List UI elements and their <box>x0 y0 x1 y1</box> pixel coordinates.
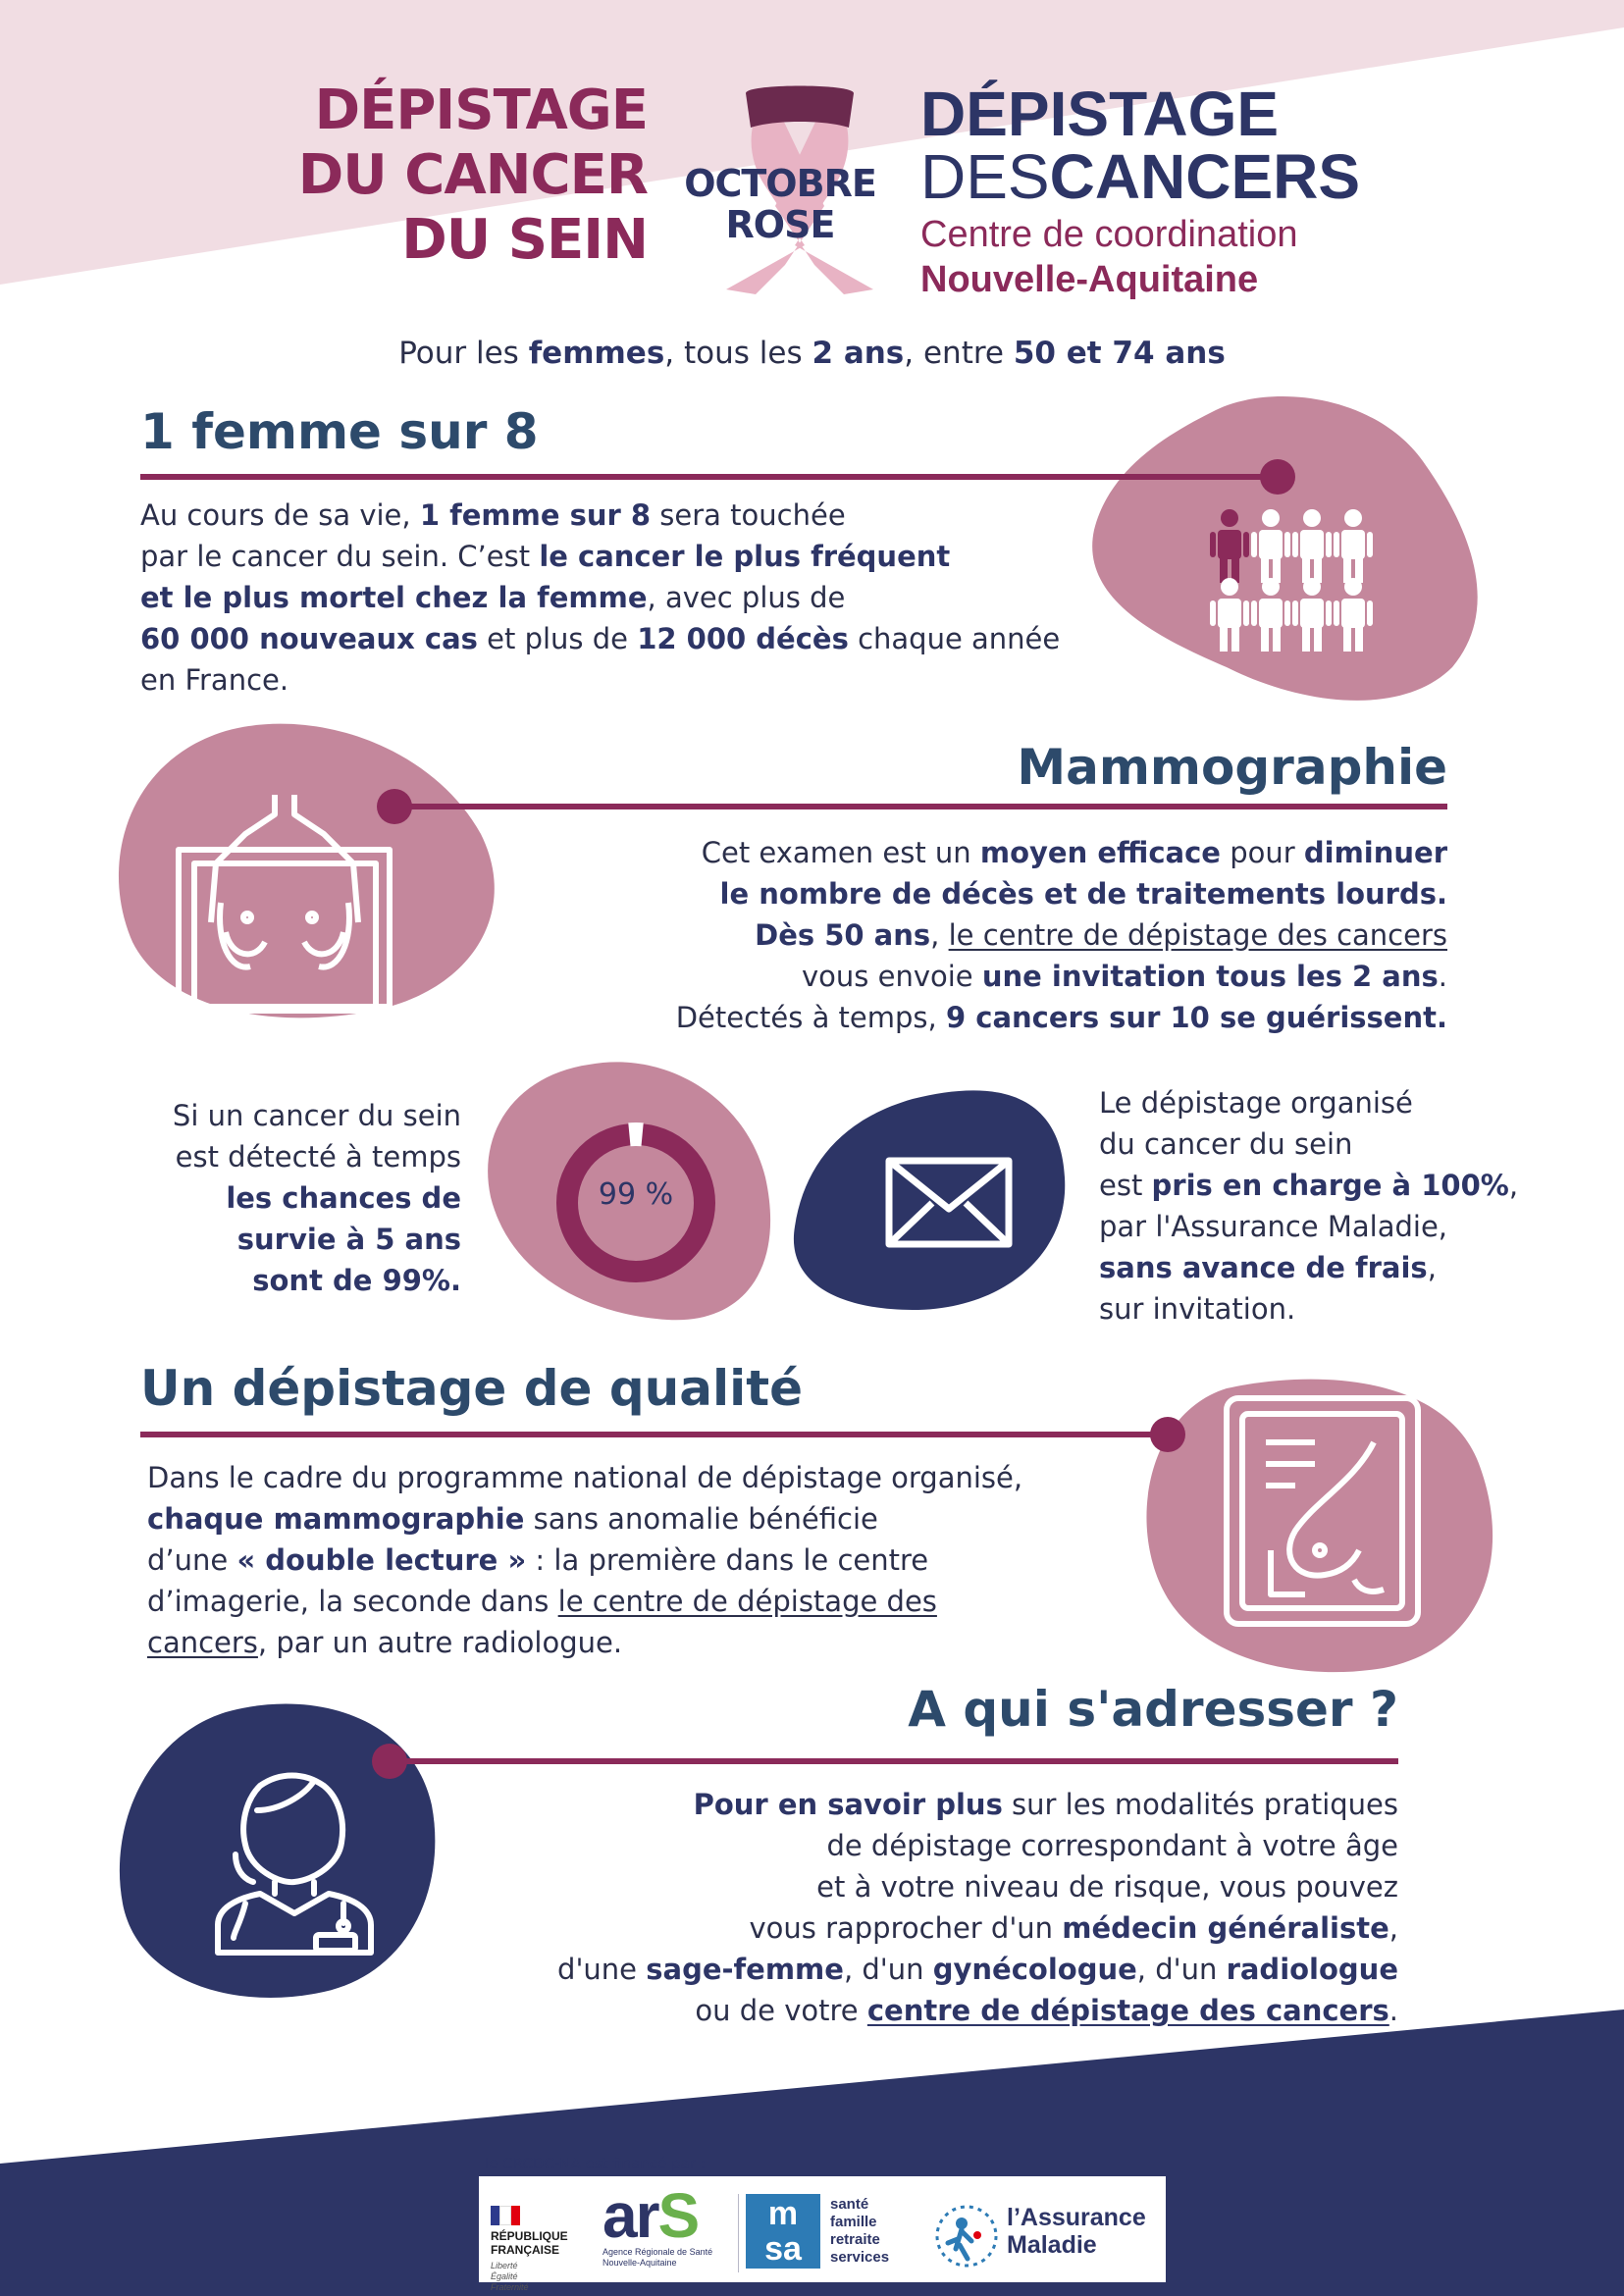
section4-text <box>471 1784 1398 2031</box>
text-run: : la première dans le centre <box>526 1543 929 1577</box>
text-line <box>140 577 1122 618</box>
text-line <box>471 1949 1398 1990</box>
text-run: , <box>930 918 949 952</box>
text-run: d’une <box>147 1543 237 1577</box>
text-run: Au cours de sa vie, <box>140 498 420 532</box>
blob-envelope <box>794 1090 1065 1310</box>
text-run: est détecté à temps <box>175 1140 461 1174</box>
text-line <box>1099 1206 1609 1247</box>
motto-line: Fraternité <box>491 2282 529 2292</box>
assurance-maladie-text <box>1007 2204 1146 2259</box>
bold-run: radiologue <box>1226 1953 1398 1986</box>
bold-run: médecin généraliste <box>1062 1911 1389 1945</box>
text-run: de dépistage correspondant à votre âge <box>826 1829 1398 1862</box>
text-line <box>98 1136 461 1177</box>
text-run: d'une <box>557 1953 647 1986</box>
text-line <box>550 956 1447 997</box>
section3-heading: Un dépistage de qualité <box>140 1360 804 1417</box>
text-run: ou de votre <box>695 1994 867 2027</box>
text-line <box>147 1581 1138 1622</box>
title-line: DU CANCER <box>297 143 648 207</box>
brand-line: DÉPISTAGE <box>920 78 1280 149</box>
link-run[interactable]: le centre de dépistage des cancers <box>948 918 1447 952</box>
blob-mammo <box>119 724 495 1018</box>
text-line <box>140 495 1122 536</box>
bold-run: pris en charge à 100% <box>1151 1169 1509 1202</box>
text-line <box>471 1990 1398 2031</box>
text-line <box>550 873 1447 914</box>
msa-text-line: services <box>830 2249 890 2266</box>
text-line <box>140 618 1122 659</box>
text-run: pour <box>1220 836 1304 869</box>
bold-link-run[interactable]: centre de dépistage des cancers <box>866 1994 1389 2027</box>
french-flag-icon <box>491 2206 520 2225</box>
text-line <box>1099 1288 1609 1330</box>
ribbon-text-line: ROSE <box>725 203 835 246</box>
bold-run: le cancer le plus fréquent <box>539 540 951 573</box>
coverage-text <box>1099 1082 1609 1330</box>
text-line <box>147 1539 1138 1581</box>
target-audience <box>0 336 1624 371</box>
msa-text-line: santé <box>830 2196 869 2213</box>
survival-text <box>98 1095 461 1301</box>
bold-run: moyen efficace <box>979 836 1221 869</box>
am-line: l’Assurance <box>1007 2204 1146 2231</box>
ars-logo <box>602 2180 730 2269</box>
bold-run: Dès 50 ans <box>755 918 931 952</box>
section4-heading: A qui s'adresser ? <box>908 1681 1398 1738</box>
bold-run: survie à 5 ans <box>236 1223 461 1256</box>
brand-logo <box>920 78 1431 302</box>
brand-cancers: CANCERS <box>1049 141 1361 212</box>
text-line <box>471 1866 1398 1907</box>
text-run: . <box>1438 960 1447 993</box>
sub-bold: 50 et 74 ans <box>1013 336 1226 371</box>
rf-line: RÉPUBLIQUE <box>491 2229 568 2243</box>
text-line <box>98 1177 461 1219</box>
msa-mark <box>746 2194 820 2269</box>
title-line: DU SEIN <box>401 208 648 272</box>
ribbon-text-line: OCTOBRE <box>684 162 876 205</box>
bold-run: et le plus mortel chez la femme <box>140 581 648 614</box>
bold-run: sage-femme <box>646 1953 844 1986</box>
title-line: DÉPISTAGE <box>314 78 648 142</box>
text-line <box>1099 1247 1609 1288</box>
am-line: Maladie <box>1007 2231 1097 2259</box>
text-run: , <box>1508 1169 1519 1202</box>
text-run: vous rapprocher d'un <box>749 1911 1063 1945</box>
text-line <box>98 1095 461 1136</box>
text-run: d’imagerie, la seconde dans <box>147 1585 558 1618</box>
text-run: chaque année <box>848 622 1061 655</box>
section1-text <box>140 495 1122 701</box>
logo-divider <box>738 2194 739 2272</box>
text-line <box>550 914 1447 956</box>
assurance-maladie-logo <box>932 2202 1168 2270</box>
text-line <box>147 1622 1138 1663</box>
assurance-maladie-icon <box>932 2202 1001 2270</box>
text-run: vous envoie <box>802 960 982 993</box>
bold-run: sont de 99%. <box>252 1264 461 1297</box>
text-run: du cancer du sein <box>1099 1127 1353 1161</box>
text-run: , <box>1388 1911 1398 1945</box>
sub-text: , tous les <box>664 336 812 371</box>
text-run: et plus de <box>477 622 638 655</box>
text-line <box>140 659 1122 701</box>
bold-run: gynécologue <box>932 1953 1137 1986</box>
text-run: par le cancer du sein. C’est <box>140 540 540 573</box>
text-run: sera touchée <box>651 498 846 532</box>
motto-line: Égalité <box>491 2271 518 2281</box>
bold-run: sans avance de frais <box>1099 1251 1428 1284</box>
text-run: Détectés à temps, <box>675 1001 946 1034</box>
text-run: sans anomalie bénéficie <box>524 1502 878 1536</box>
text-line <box>147 1457 1138 1498</box>
text-run: Si un cancer du sein <box>172 1099 461 1132</box>
ars-word-b: S <box>657 2180 699 2251</box>
text-run: Dans le cadre du programme national de dépistage organisé, <box>147 1461 1023 1494</box>
text-line <box>550 832 1447 873</box>
sub-text: Pour les <box>398 336 529 371</box>
text-run: sur invitation. <box>1099 1292 1296 1326</box>
msa-text <box>830 2196 889 2267</box>
text-run: , <box>1427 1251 1437 1284</box>
text-run: , d'un <box>843 1953 933 1986</box>
bold-run: 1 femme sur 8 <box>419 498 652 532</box>
funded-by-label: le CRCDC-NA est financé par : <box>485 2155 706 2172</box>
section3-dot <box>1150 1417 1185 1452</box>
octobre-rose-label <box>673 163 887 245</box>
page-title <box>196 78 648 273</box>
text-run: , par un autre radiologue. <box>257 1626 623 1659</box>
ars-sub: Nouvelle-Aquitaine <box>602 2258 677 2268</box>
motto-line: Liberté <box>491 2261 518 2270</box>
section1-dot <box>1260 459 1295 495</box>
msa-text-line: retraite <box>830 2231 880 2248</box>
text-line <box>1099 1123 1609 1165</box>
ars-word <box>602 2180 730 2251</box>
brand-line: Centre de coordination <box>920 214 1298 255</box>
link-run[interactable]: cancers <box>147 1626 258 1659</box>
text-line <box>471 1784 1398 1825</box>
bold-run: les chances de <box>226 1181 461 1215</box>
text-run: Cet examen est un <box>701 836 980 869</box>
text-line <box>1099 1165 1609 1206</box>
text-run: , d'un <box>1136 1953 1227 1986</box>
ars-sub: Agence Régionale de Santé <box>602 2247 713 2257</box>
sub-bold: 2 ans <box>812 336 905 371</box>
text-line <box>550 997 1447 1038</box>
text-run: , avec plus de <box>647 581 846 614</box>
bold-run: 60 000 nouveaux cas <box>140 622 478 655</box>
section4-dot <box>372 1744 407 1779</box>
text-line <box>98 1260 461 1301</box>
bold-run: « double lecture » <box>236 1543 527 1577</box>
bold-run: une invitation tous les 2 ans <box>981 960 1439 993</box>
msa-mark-line: m <box>767 2195 799 2232</box>
bold-run: Pour en savoir plus <box>693 1788 1003 1821</box>
text-run: est <box>1099 1169 1152 1202</box>
bold-run: le nombre de décès et de traitements lourds. <box>719 877 1447 911</box>
bold-run: chaque mammographie <box>147 1502 525 1536</box>
text-run: Le dépistage organisé <box>1099 1086 1413 1120</box>
msa-mark-line: sa <box>764 2230 802 2268</box>
rf-line: FRANÇAISE <box>491 2243 560 2257</box>
section1-heading: 1 femme sur 8 <box>140 403 539 460</box>
text-line <box>98 1219 461 1260</box>
bold-run: 12 000 décès <box>637 622 849 655</box>
bold-run: 9 cancers sur 10 se guérissent. <box>945 1001 1447 1034</box>
text-run: et à votre niveau de risque, vous pouvez <box>816 1870 1398 1904</box>
text-line <box>140 536 1122 577</box>
brand-des: DES <box>920 141 1050 212</box>
republique-francaise-logo <box>491 2206 579 2293</box>
text-run: par l'Assurance Maladie, <box>1099 1210 1448 1243</box>
brand-line <box>920 141 1431 212</box>
sub-text: , entre <box>904 336 1014 371</box>
msa-logo <box>746 2194 922 2272</box>
sub-bold: femmes <box>528 336 665 371</box>
text-run: . <box>1388 1994 1398 2027</box>
text-line <box>1099 1082 1609 1123</box>
section2-text <box>550 832 1447 1038</box>
survival-percent: 99 % <box>598 1177 674 1212</box>
ars-word-a: ar <box>602 2180 658 2251</box>
section2-dot <box>377 789 412 824</box>
text-line <box>471 1825 1398 1866</box>
blob-quality <box>1146 1380 1493 1673</box>
section2-heading: Mammographie <box>1017 739 1447 796</box>
bold-run: diminuer <box>1303 836 1447 869</box>
text-line <box>471 1907 1398 1949</box>
brand-line: Nouvelle-Aquitaine <box>920 259 1259 300</box>
text-run: en France. <box>140 663 289 697</box>
text-line <box>147 1498 1138 1539</box>
rf-motto <box>491 2261 579 2293</box>
msa-text-line: famille <box>830 2214 877 2230</box>
link-run[interactable]: le centre de dépistage des <box>557 1585 937 1618</box>
section3-text <box>147 1457 1138 1663</box>
text-run: sur les modalités pratiques <box>1002 1788 1398 1821</box>
